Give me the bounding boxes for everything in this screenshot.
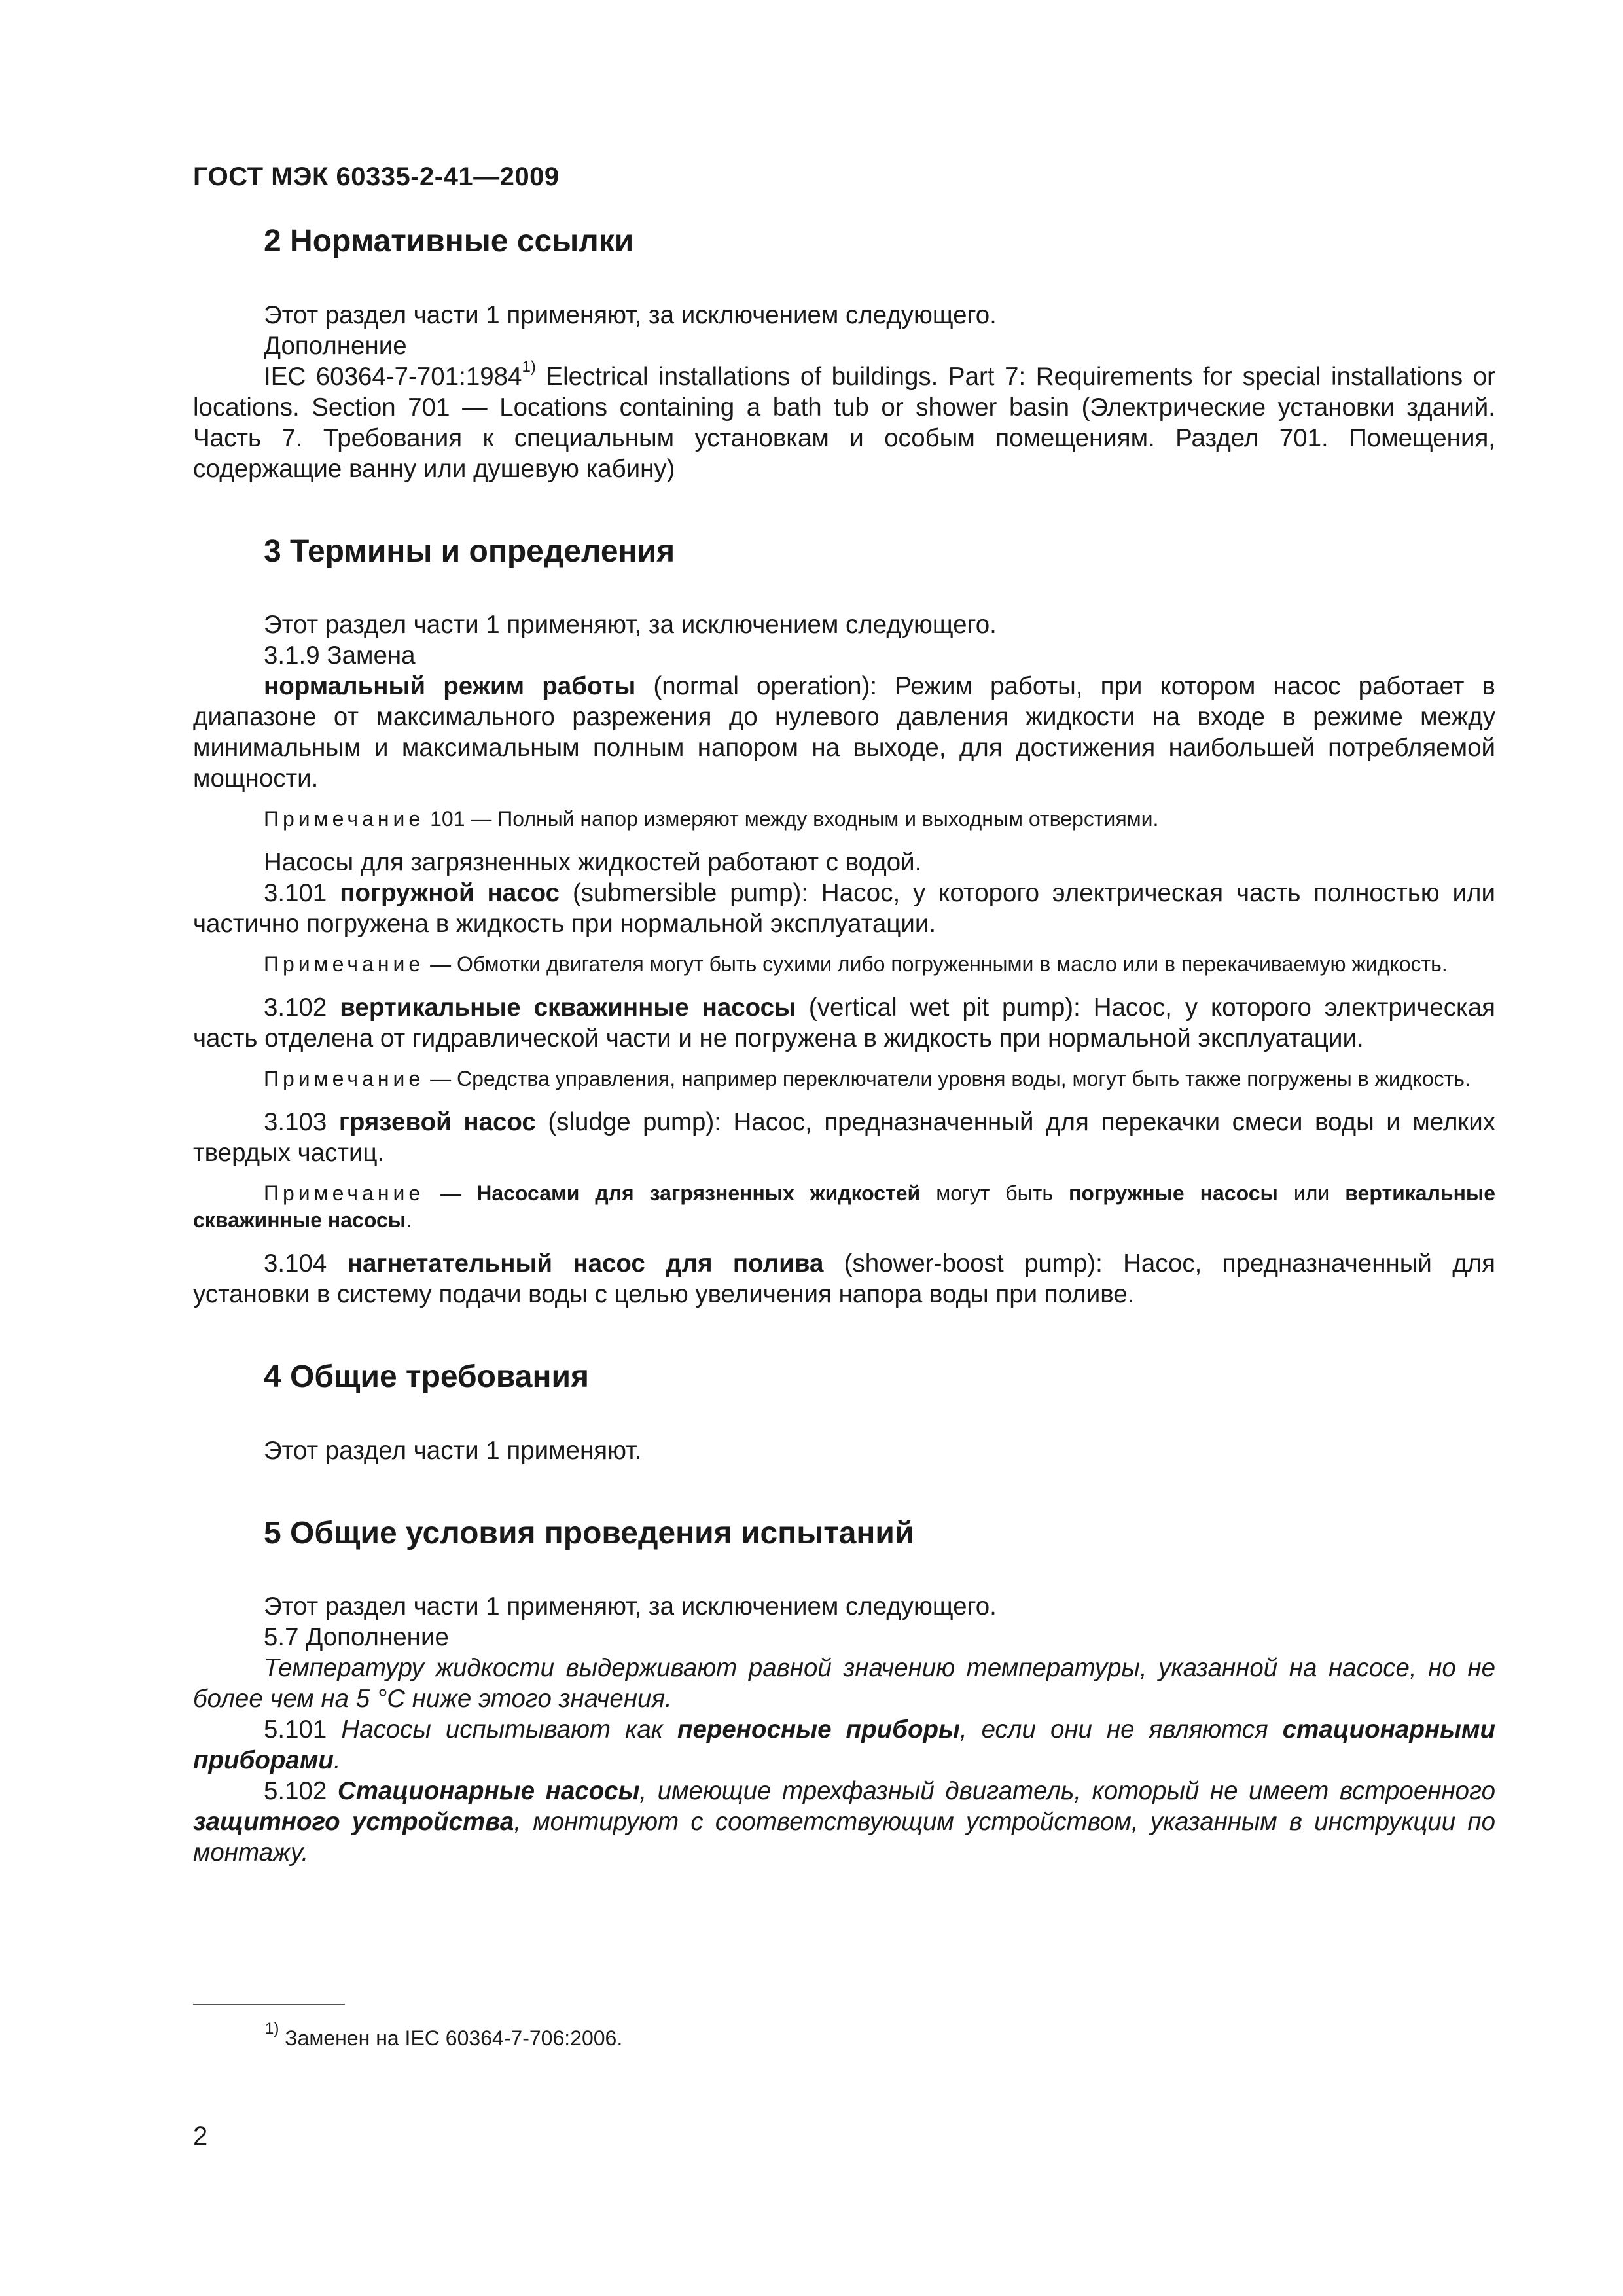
definition-normal-operation: нормальный режим работы (normal operation): Режим работы, при котором насос работает в диапазоне от максимального разрежения до нулевого давления жидкости на входе в режиме между минимальным и максимальным полным напором на выходе, для достижения наибольшей потребляемой мощности. <box>193 672 1495 793</box>
note-label: Примечание <box>264 1067 425 1091</box>
footnote-text: Заменен на IEC 60364-7-706:2006. <box>279 2026 623 2050</box>
term-submersible-pump: погружной насос <box>340 879 560 908</box>
note-101: Примечание 101 — Полный напор измеряют между входным и выходным отверстиями. <box>264 807 1159 831</box>
note-sludge: Примечание — Насосами для загрязненных жидкостей могут быть погружные насосы или вертикальные скважинные насосы. <box>193 1181 1496 1232</box>
clause-5-102: 5.102 Стационарные насосы, имеющие трехфазный двигатель, который не имеет встроенного защитного устройства, монтируют с соответствующим устройством, указанным в инструкции по монтажу. <box>193 1777 1496 1867</box>
section-3-title: 3 Термины и определения <box>264 533 675 569</box>
page-content <box>193 223 1495 1916</box>
term-shower-boost-pump: нагнетательный насос для полива <box>347 1249 824 1278</box>
section-2-intro: Этот раздел части 1 применяют, за исключением следующего. <box>264 300 997 329</box>
definition-shower-boost-pump: 3.104 нагнетательный насос для полива (shower-boost pump): Насос, предназначенный для установки в систему подачи воды с целью увеличения напора воды при поливе. <box>193 1249 1495 1309</box>
section-2-reference <box>193 357 1495 484</box>
section-5 <box>193 1515 1495 1869</box>
reference-code: IEC 60364-7-701:1984 <box>264 362 522 391</box>
section-3-intro: Этот раздел части 1 применяют, за исключением следующего. <box>264 611 997 639</box>
section-4-text: Этот раздел части 1 применяют. <box>264 1436 642 1465</box>
document-code-header: ГОСТ МЭК 60335-2-41—2009 <box>193 162 560 191</box>
section-2 <box>193 223 1495 484</box>
section-4 <box>193 1358 1495 1466</box>
section-2-title: 2 Нормативные ссылки <box>264 224 634 259</box>
note-label: Примечание <box>264 1181 425 1206</box>
term-sludge-pump: грязевой насос <box>338 1108 536 1137</box>
section-5-7-text: Температуру жидкости выдерживают равной значению температуры, указанной на насосе, но не более чем на 5 °С ниже этого значения. <box>193 1654 1495 1713</box>
section-5-7-label: 5.7 Дополнение <box>264 1623 449 1652</box>
note-vertical: Примечание — Средства управления, например переключатели уровня воды, могут быть также погружены в жидкость. <box>264 1067 1471 1091</box>
term-vertical-wet-pit-pump: вертикальные скважинные насосы <box>340 994 796 1022</box>
term-normal-operation: нормальный режим работы <box>264 672 636 701</box>
page-number: 2 <box>193 2122 208 2151</box>
footnote-mark: 1) <box>265 2020 279 2038</box>
note-label: Примечание <box>264 807 425 831</box>
footnote <box>265 2020 623 2053</box>
section-5-title: 5 Общие условия проведения испытаний <box>264 1515 914 1551</box>
section-3-replacement-label: 3.1.9 Замена <box>264 641 416 670</box>
definition-submersible-pump: 3.101 погружной насос (submersible pump): Насос, у которого электрическая часть полностью или частично погружена в жидкость при нормальной эксплуатации. <box>193 879 1496 939</box>
sludge-water-statement: Насосы для загрязненных жидкостей работают с водой. <box>264 848 922 877</box>
definition-sludge-pump: 3.103 грязевой насос (sludge pump): Насос, предназначенный для перекачки смеси воды и мелких твердых частиц. <box>193 1108 1496 1168</box>
section-5-intro: Этот раздел части 1 применяют, за исключением следующего. <box>264 1592 997 1621</box>
section-2-addition-label: Дополнение <box>264 331 407 360</box>
note-submersible: Примечание — Обмотки двигателя могут быть сухими либо погруженными в масло или в перекачиваемую жидкость. <box>264 952 1448 977</box>
clause-5-101: 5.101 Насосы испытывают как переносные приборы, если они не являются стационарными приборами. <box>193 1715 1495 1775</box>
footnote-divider <box>193 2004 345 2005</box>
definition-vertical-wet-pit-pump: 3.102 вертикальные скважинные насосы (vertical wet pit pump): Насос, у которого электрическая часть отделена от гидравлической части и не погружена в жидкость при нормальной эксплуатации. <box>193 994 1495 1053</box>
section-4-title: 4 Общие требования <box>264 1359 589 1395</box>
footnote-ref-mark: 1) <box>522 357 536 376</box>
section-3 <box>193 533 1495 1310</box>
reference-description: Electrical installations of buildings. Part 7: Requirements for special installations or locations. Section 701 — Locations containing a bath tub or shower basin (Электрические установки зданий. Часть 7. Требования к специальным установкам и особым помещениям. Раздел 701. Помещения, содержащие ванну или душевую кабину) <box>193 362 1495 483</box>
note-label: Примечание <box>264 952 425 977</box>
